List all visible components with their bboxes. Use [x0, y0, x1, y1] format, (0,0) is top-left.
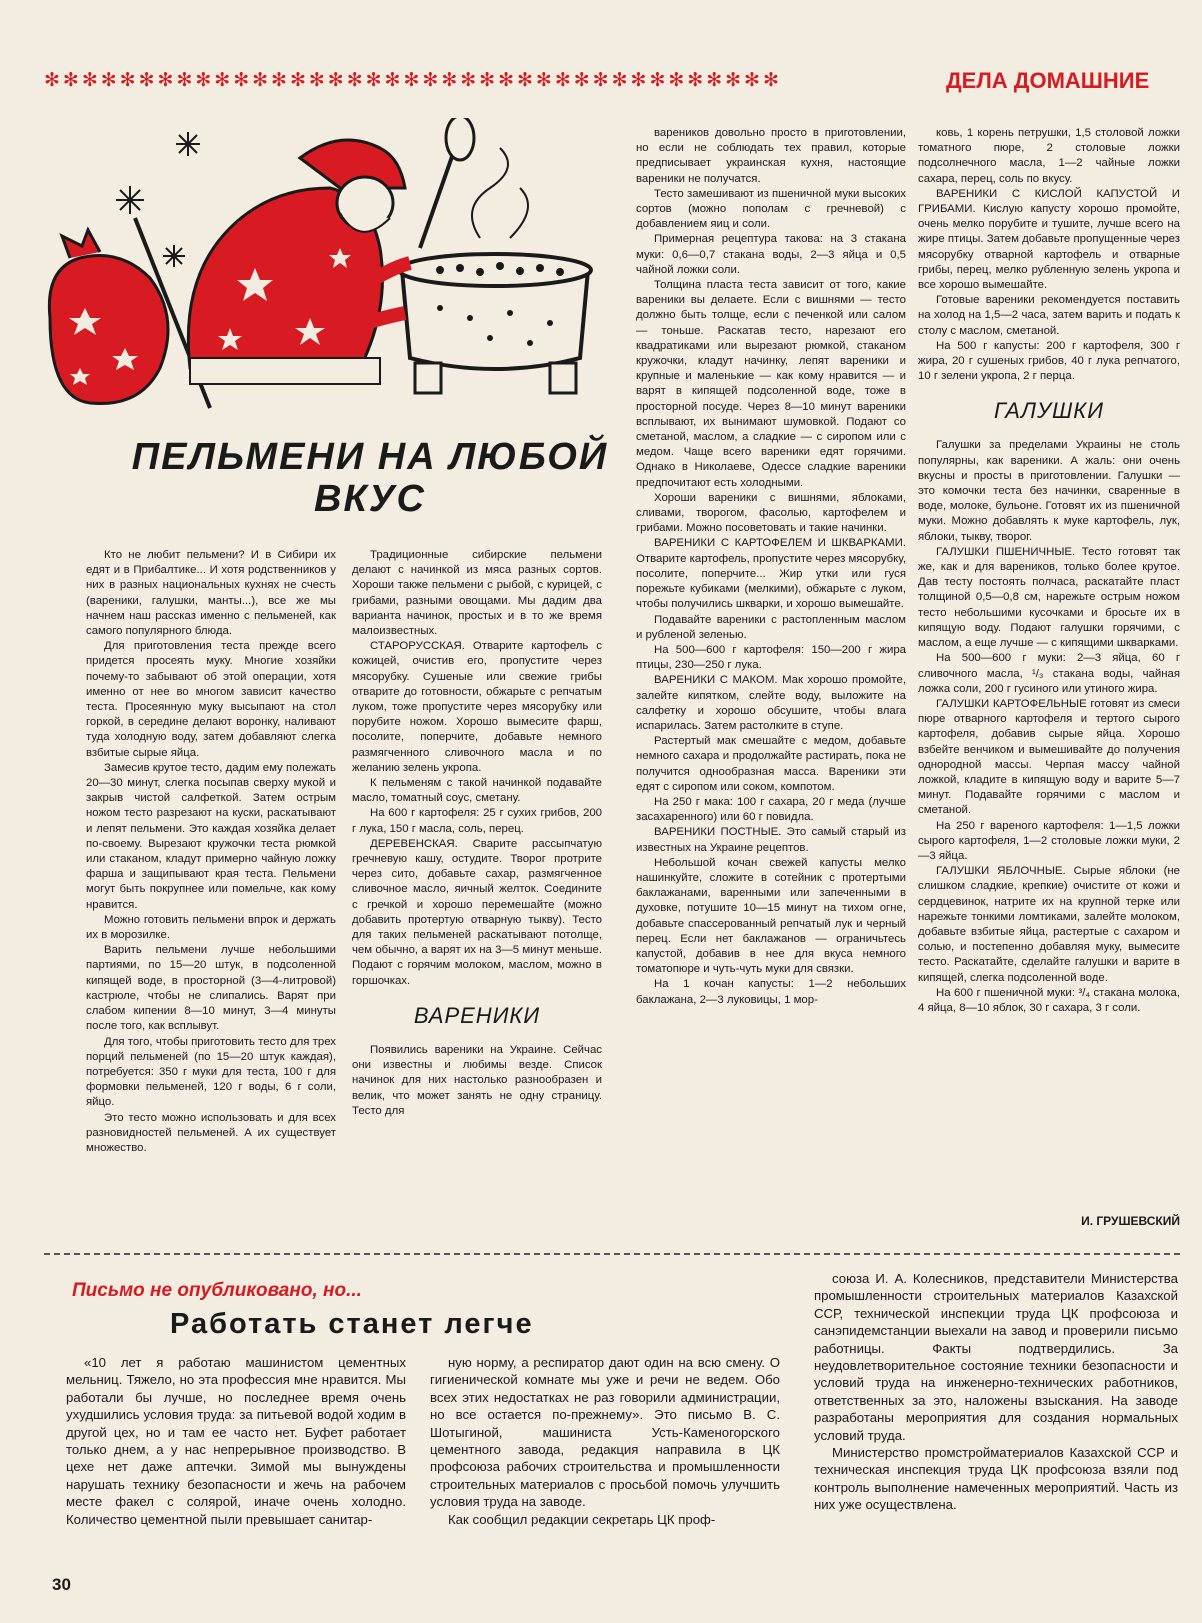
- paragraph: Толщина пласта теста зависит от того, какие вареники вы делаете. Если с вишнями — тесто должно быть толще, если с печенкой или салом — тоньше. Раскатав тесто, нарезают его квадратиками или вырезают рюмкой, стаканом кружочки, кладут начинку, лепят вареники и крупные и маленькие — как кому нравится — и варят в кипящей подсоленной воде, тоже в просторной посуде. Через 8—10 минут вареники всплывают, их вынимают шумовкой. Подают со сметаной, маслом, а сладкие — с сиропом или с медом. Чаще всего вареники едят горячими. Однако в Николаеве, Одессе сладкие вареники предпочитают есть холодными.: [636, 279, 906, 489]
- subheading-galushki: ГАЛУШКИ: [993, 398, 1105, 424]
- letter-label: Письмо не опубликовано, но...: [72, 1280, 362, 1301]
- paragraph: Замесив крутое тесто, дадим ему полежать 20—30 минут, слегка посыпав сверху мукой и закрыв чистой салфеткой. Затем острым ножом тесто разрезают на куски, раскатывают и лепят пельмени. Это каждая хозяйка делает по-своему. Вырезают кружочки теста рюмкой или стаканом, кладут примерно чайную ложку фарша и защипывают края теста. Пельмени могут быть покрупнее или помельче, как кому нравится.: [86, 761, 336, 911]
- paragraph: СТАРОРУССКАЯ. Отварите картофель с кожицей, очистив его, пропустите через мясорубку. Сушеные или свежие грибы отварите до готовности, обжарьте с репчатым луком, тоже пропустите через мясорубку или порубите ножом. Хорошо вымесите фарш, посолите, поперчите, добавьте немного размягченного сливочного масла и по желанию зелень укропа.: [352, 640, 602, 774]
- paragraph: ковь, 1 корень петрушки, 1,5 столовой ложки томатного пюре, 2 столовые ложки подсолнечного масла, 1—2 чайные ложки сахара, перец, соль по вкусу.: [918, 127, 1180, 185]
- paragraph: ГАЛУШКИ КАРТОФЕЛЬНЫЕ готовят из смеси пюре отварного картофеля и тертого сырого картофеля, добавив сырые яйца. Хорошо взбейте венчиком и вымешивайте до получения однородной массы. Черпая массу чайной ложкой, кладите в кипящую воду и варите 5—7 минут. Подавайте горячими с маслом и сметаной.: [918, 697, 1180, 817]
- paragraph: Для приготовления теста прежде всего придется просеять муку. Многие хозяйки почему-то забывают об этой операции, хотя именно от нее во многом зависит качество теста. Просеянную муку высыпают на стол горкой, в середине делают воронку, наливают туда холодную воду, затем добавляют слегка взбитые сырые яйца.: [86, 640, 336, 759]
- paragraph: На 500 г капусты: 200 г картофеля, 300 г жира, 20 г сушеных грибов, 40 г лука репчатого, 10 г зелени укропа, 2 г перца.: [918, 339, 1180, 383]
- paragraph: Можно готовить пельмени впрок и держать их в морозилке.: [86, 913, 336, 942]
- paragraph: ВАРЕНИКИ С КИСЛОЙ КАПУСТОЙ И ГРИБАМИ. Кислую капусту хорошо промойте, очень мелко порубите и тушите, лучше всего на жире птицы. Затем добавьте пропущенные через мясорубку отварной картофель и отварные грибы, перец, мелко рубленную зелень укропа и все хорошо вымешайте.: [918, 187, 1180, 292]
- paragraph: союза И. А. Колесников, представители Министерства промышленности строительных материалов Казахской ССР, технической инспекции труда ЦК профсоюза и санэпидемстанции выехали на завод и проверили письмо работницы. Факты подтвердились. За неудовлетворительное состояние техники безопасности и условий труда на инженерно-технических работников, ответственных за это, наложены взыскания. На заводе разработаны мероприятия для создания нормальных условий труда.: [814, 1271, 1178, 1443]
- paragraph: ГАЛУШКИ ПШЕНИЧНЫЕ. Тесто готовят так же, как и для вареников, только более крутое. Дав тесту постоять полчаса, раскатайте пласт толщиной 0,5—0,8 см, нарежьте острым ножом тесто небольшими кусочками и бросьте их в кипящую воду. Подают галушки горячими, с маслом, а еще лучше — с кипящими шкварками.: [918, 545, 1180, 650]
- paragraph: Подавайте вареники с растопленным маслом и рубленой зеленью.: [636, 613, 906, 641]
- paragraph: Галушки за пределами Украины не столь популярны, как вареники. А жаль: они очень вкусны и просты в приготовлении. Галушки — это комочки теста без начинки, сваренные в воде, молоке, бульоне. Готовят их из пшеничной муки. Можно добавлять к муке картофель, лук, яблоки, тыкву, творог.: [918, 439, 1180, 543]
- paragraph: Готовые вареники рекомендуется поставить на холод на 1,5—2 часа, затем варить и подать к столу с маслом, сметаной.: [918, 294, 1180, 337]
- page-number: 30: [52, 1575, 71, 1594]
- ornament-border: ✻✻✻✻✻✻✻✻✻✻✻✻✻✻✻✻✻✻✻✻✻✻✻✻✻✻✻✻✻✻✻✻✻✻✻✻✻✻✻: [44, 69, 782, 91]
- paragraph: вареников довольно просто в приготовлении, но если не соблюдать тех правил, которые предписывает украинская кухня, настоящие вареники не получатся.: [636, 127, 906, 185]
- paragraph: Кто не любит пельмени? И в Сибири их едят и в Прибалтике... И хотя родственников у них в разных национальных кухнях не счесть (вареники, галушки, манты...), все же мы начнем наш рассказ именно с пельменей, как самого популярного блюда.: [86, 549, 336, 638]
- article-column-3: [636, 126, 906, 1230]
- paragraph: ГАЛУШКИ ЯБЛОЧНЫЕ. Сырые яблоки (не слишком сладкие, крепкие) очистите от кожи и сердцевинок, натрите их на крупной терке или нарежьте тонкими ломтиками, залейте молоком, добавьте взбитые яйца, растертые с сахаром и солью, и постепенно добавляя муку, вымесите тесто. Раскатайте, сделайте галушки и варите в кипящей, слегка подсоленной воде.: [918, 865, 1180, 984]
- subheading-vareniki: ВАРЕНИКИ: [413, 1002, 541, 1028]
- paragraph: Это тесто можно использовать и для всех разновидностей пельменей. А их существует множество.: [86, 1111, 336, 1154]
- paragraph: На 600 г пшеничной муки: ³/₄ стакана молока, 4 яйца, 8—10 яблок, 30 г сахара, 3 г соли.: [918, 986, 1180, 1014]
- article-title: ПЕЛЬМЕНИ НА ЛЮБОЙ ВКУС: [131, 436, 609, 520]
- paragraph: «10 лет я работаю машинистом цементных мельниц. Тяжело, но эта профессия мне нравится. Мы работали бы лучше, но последнее время очень ухудшились условия труда: за питьевой водой ходим в другой цех, но и там ее часто нет. Буфет работает только днем, а у нас непрерывное производство. В цехе нет даже аптечки. Зимой мы вынуждены нарушать технику безопасности и жечь на рабочем месте факел с солярой, иначе очень холодно. Количество цементной пыли превышает санитар-: [66, 1355, 406, 1527]
- paragraph: К пельменям с такой начинкой подавайте масло, томатный соус, сметану.: [352, 777, 602, 805]
- article-column-2: [352, 548, 602, 1228]
- paragraph: Примерная рецептура такова: на 3 стакана муки: 0,6—0,7 стакана воды, 2—3 яйца и 0,5 чайной ложки соли.: [636, 233, 906, 276]
- paragraph: Растертый мак смешайте с медом, добавьте немного сахара и продолжайте растирать, пока не получится однообразная масса. Вареники эти едят с сиропом или соком, компотом.: [636, 735, 906, 793]
- paragraph: На 250 г вареного картофеля: 1—1,5 ложки сырого картофеля, 1—2 столовые ложки муки, 2—3 яйца.: [918, 819, 1180, 862]
- author-signature: И. ГРУШЕВСКИЙ: [1081, 1214, 1180, 1228]
- paragraph: Для того, чтобы приготовить тесто для трех порций пельменей (по 15—20 штук каждая), потребуется: 350 г муки для теста, 100 г для формовки пельменей, 120 г воды, 6 г соли, яйцо.: [86, 1035, 336, 1109]
- section-divider: [44, 1253, 1180, 1255]
- paragraph: ВАРЕНИКИ С МАКОМ. Мак хорошо промойте, залейте кипятком, слейте воду, выложите на салфетку и хорошо обсушите, чтобы влага испарилась. Затем растолките в ступе.: [636, 674, 906, 732]
- paragraph: Традиционные сибирские пельмени делают с начинкой из мяса разных сортов. Хороши также пельмени с рыбой, с курицей, с грибами, разными овощами. Мы дадим два варианта начинок, простых и в то же время малоизвестных.: [352, 549, 602, 638]
- paragraph: Тесто замешивают из пшеничной муки высоких сортов (можно пополам с гречневой) с добавлением яиц и соли.: [636, 187, 906, 231]
- paragraph: На 500—600 г муки: 2—3 яйца, 60 г сливочного масла, ¹/₃ стакана воды, чайная ложка соли, 200 г гусиного или утиного жира.: [918, 652, 1180, 695]
- letter-column-1: [66, 1354, 406, 1564]
- article-column-4: [918, 126, 1180, 1230]
- paragraph: ДЕРЕВЕНСКАЯ. Сварите рассыпчатую гречневую кашу, остудите. Творог протрите через сито, добавьте сахар, размягченное сливочное масло, яичный желток. Соедините с гречкой и хорошо перемешайте (можно добавить протертую отварную тыкву). Тесто для таких пельменей раскатывают потолще, чем обычно, а варят их на 3—5 минут меньше. Подают с горячим молоком, маслом, можно в горшочках.: [352, 837, 602, 987]
- paragraph: Как сообщил редакции секретарь ЦК проф-: [448, 1511, 716, 1527]
- letter-column-3: [814, 1270, 1178, 1570]
- paragraph: ную норму, а респиратор дают один на всю смену. О гигиенической комнате мы уже и речи не ведем. Обо всех этих недостатках не раз говорили администрации, но все остается по-прежнему». Это письмо В. С. Шотыгиной, машиниста Усть-Каменогорского цементного завода, редакция направила в ЦК профсоюза рабочих строительства и промышленности строительных материалов с просьбой помочь улучшить условия труда на заводе.: [430, 1355, 780, 1510]
- article-column-1: [86, 548, 336, 1228]
- paragraph: ВАРЕНИКИ С КАРТОФЕЛЕМ И ШКВАРКАМИ. Отварите картофель, пропустите через мясорубку, посолите, поперчите... Жир утки или гуся порежьте кубиками (мелкими), обжарьте с луком, чтобы получились шкварки, и хорошо вымешайте.: [636, 537, 906, 611]
- letter-column-2: [430, 1354, 780, 1574]
- paragraph: Министерство промстройматериалов Казахской ССР и техническая инспекция труда ЦК профсоюза взяли под контроль выполнение намеченных мероприятий. Часть из них уже осуществлена.: [814, 1445, 1178, 1513]
- paragraph: На 250 г мака: 100 г сахара, 20 г меда (лучше засахаренного) или 60 г повидла.: [636, 795, 906, 824]
- paragraph: Появились вареники на Украине. Сейчас они известны и любимы везде. Список начинок для них настолько разнообразен и велик, что может занять не одну страницу. Тесто для: [352, 1043, 602, 1117]
- paragraph: Хороши вареники с вишнями, яблоками, сливами, творогом, фасолью, картофелем и грибами. Можно посоветовать и такие начинки.: [636, 491, 906, 535]
- section-label: ДЕЛА ДОМАШНИЕ: [946, 68, 1150, 93]
- paragraph: На 1 кочан капусты: 1—2 небольших баклажана, 2—3 луковицы, 1 мор-: [636, 978, 906, 1006]
- paragraph: Варить пельмени лучше небольшими партиями, по 15—20 штук, в подсоленной кипящей воде, в просторной (3—4-литровой) кастрюле, чтобы не слипались. Варят при слабом кипении 8—10 минут, 3—4 минуты после того, как всплывут.: [86, 944, 336, 1033]
- paragraph: ВАРЕНИКИ ПОСТНЫЕ. Это самый старый из известных на Украине рецептов.: [636, 826, 906, 854]
- santa-cooking-illustration: [40, 118, 630, 418]
- letter-title: Работать станет легче: [170, 1308, 534, 1340]
- paragraph: На 500—600 г картофеля: 150—200 г жира птицы, 230—250 г лука.: [636, 643, 906, 672]
- paragraph: Небольшой кочан свежей капусты мелко нашинкуйте, сложите в сотейник с протертыми баклажанами, варенными или запеченными в духовке, потушите 10—15 минут на тихом огне, добавьте спассерованный репчатый лук и черный перец. Если нет баклажанов — ограничьтесь капустой, добавив в нее для вкуса немного томатопюре и чуть-чуть муки для связки.: [636, 856, 906, 976]
- paragraph: На 600 г картофеля: 25 г сухих грибов, 200 г лука, 150 г масла, соль, перец.: [352, 807, 602, 835]
